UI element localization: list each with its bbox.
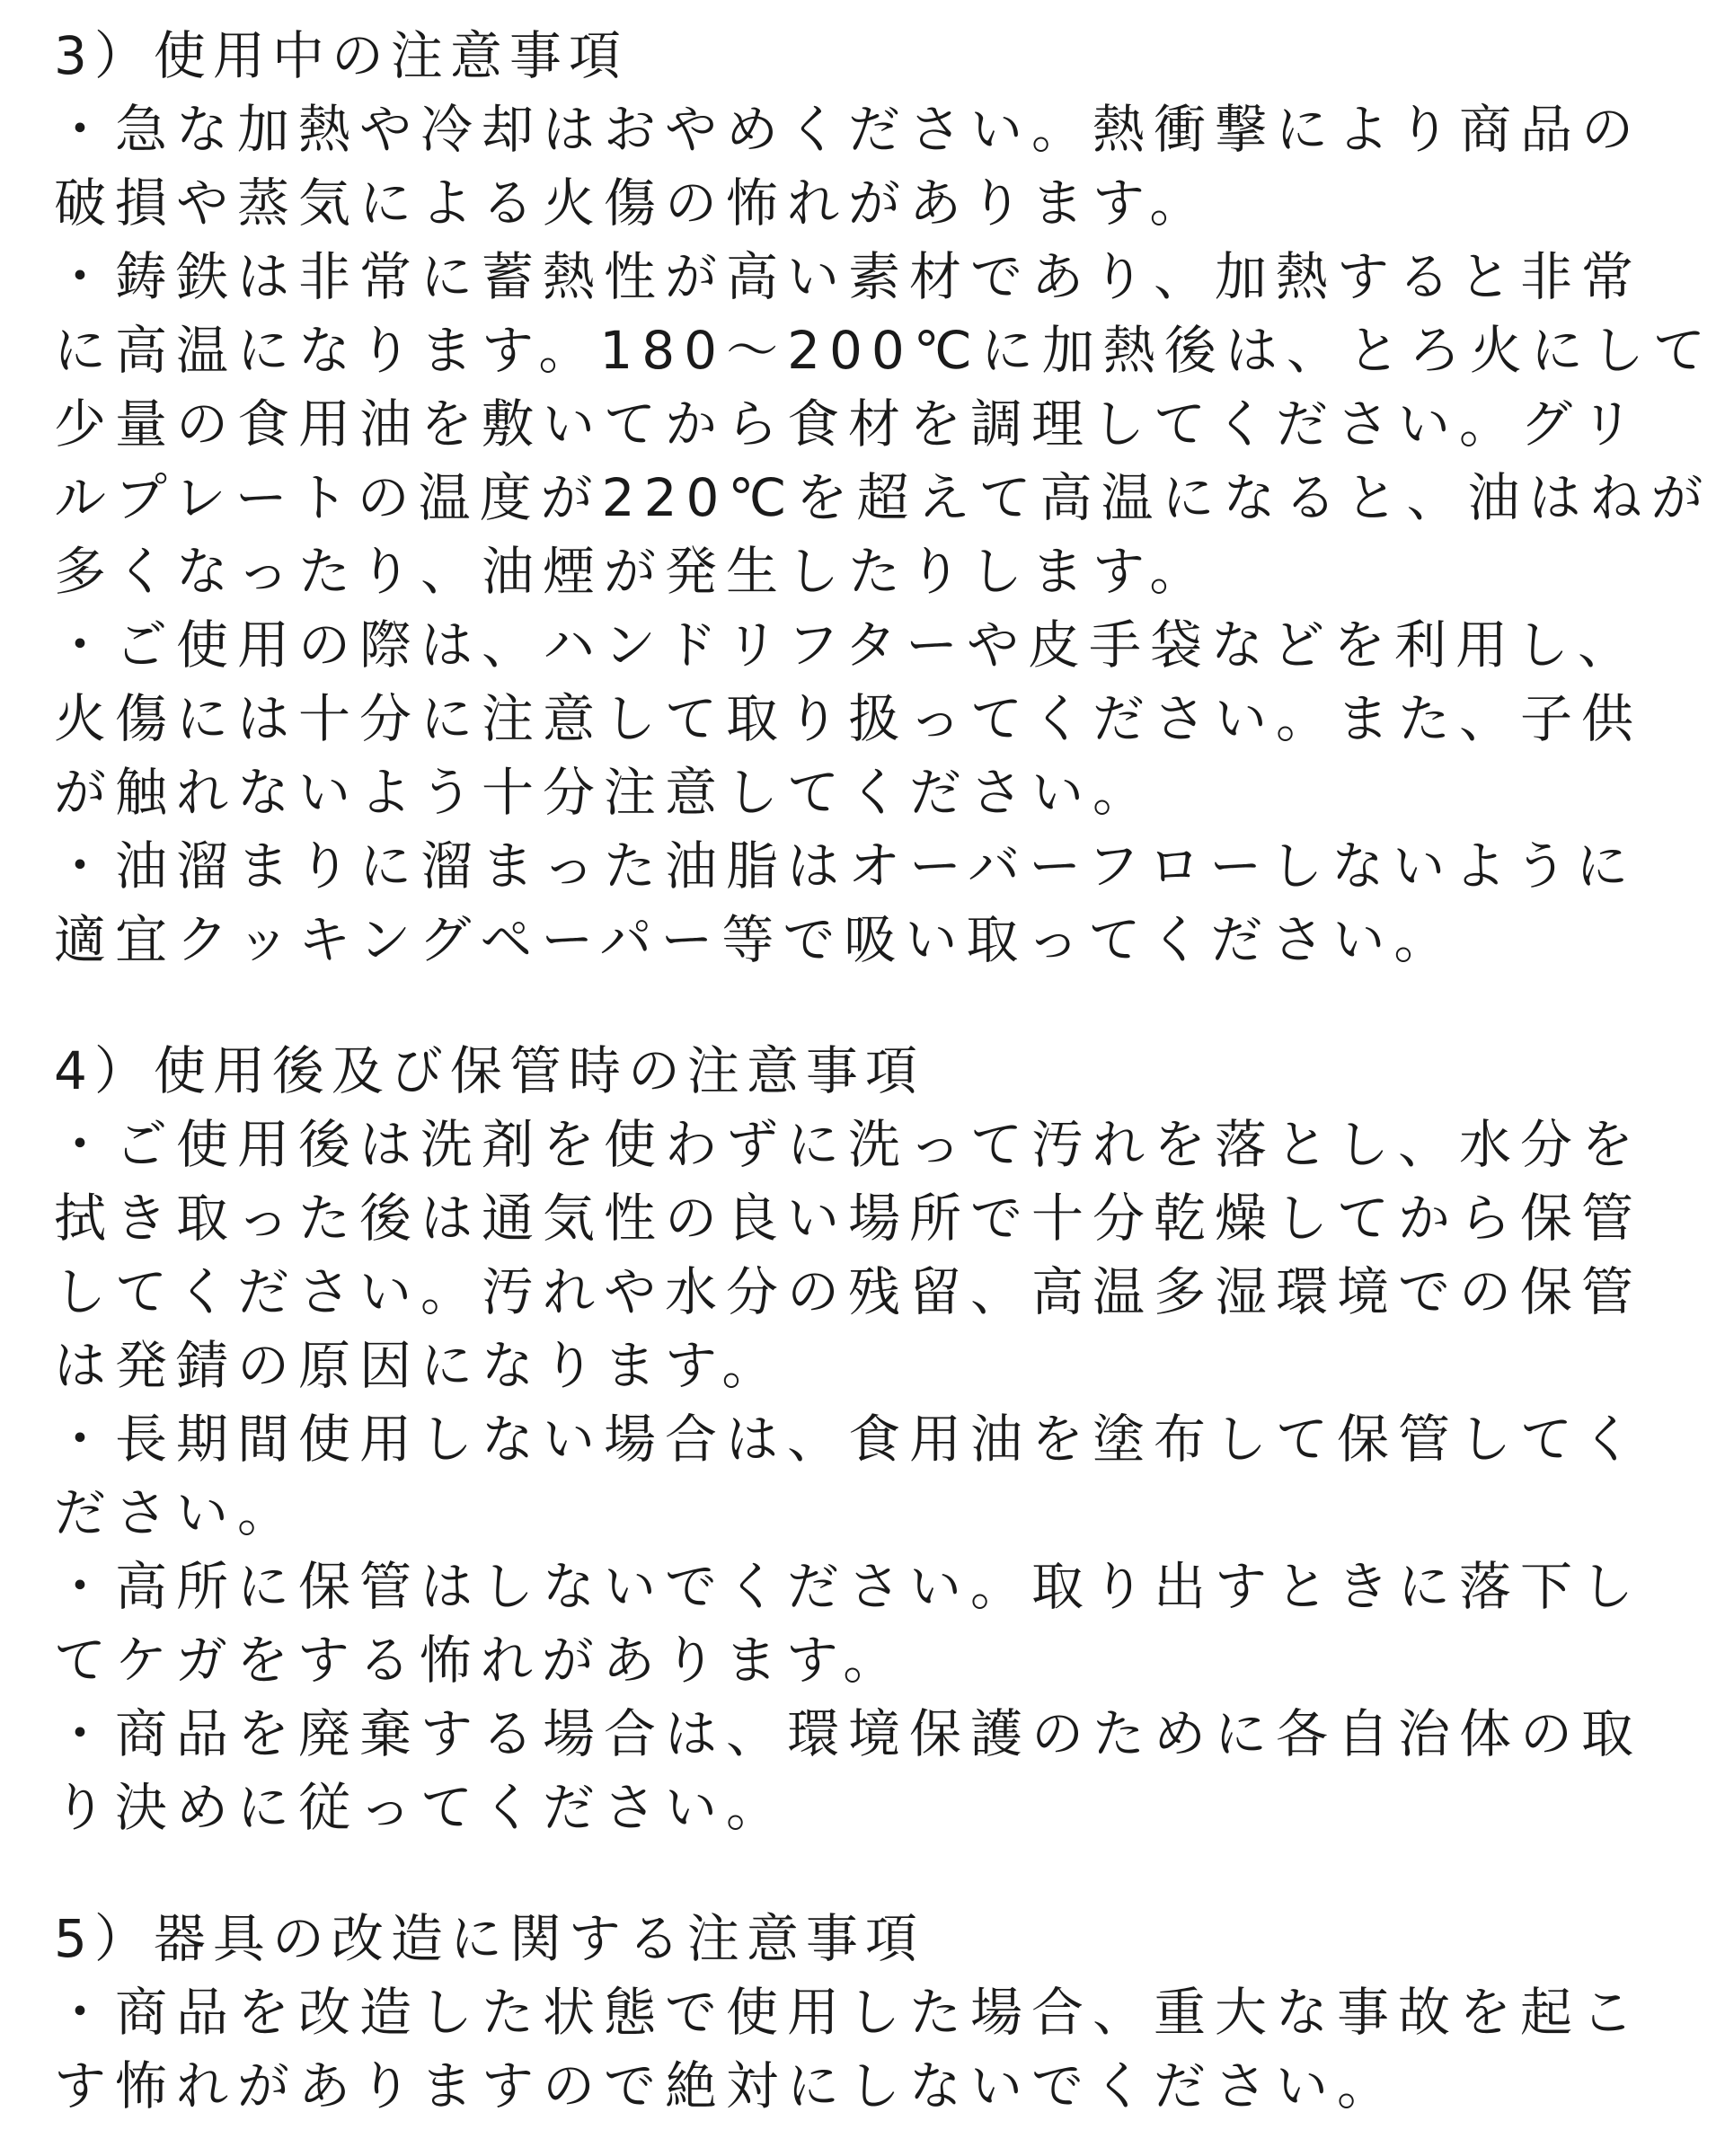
text-line: ださい。 <box>54 1482 299 1543</box>
text-line: ・商品を改造した状態で使用した場合、重大な事故を起こ <box>54 1982 1643 2043</box>
section-heading: 5）器具の改造に関する注意事項 <box>54 1908 924 1969</box>
text-line: 火傷には十分に注意して取り扱ってください。また、子供 <box>54 688 1643 749</box>
section-heading: 3）使用中の注意事項 <box>54 25 628 86</box>
text-line: 適宜クッキングペーパー等で吸い取ってください。 <box>54 909 1455 970</box>
text-line: が触れないよう十分注意してください。 <box>54 762 1154 823</box>
text-line: 多くなったり、油煙が発生したりします。 <box>54 541 1211 602</box>
text-line: してください。汚れや水分の残留、高温多湿環境での保管 <box>54 1261 1643 1322</box>
text-line: 破損や蒸気による火傷の怖れがあります。 <box>54 172 1211 234</box>
text-line: す怖れがありますので絶対にしないでください。 <box>54 2055 1399 2116</box>
text-line: ・油溜まりに溜まった油脂はオーバーフローしないように <box>54 835 1638 897</box>
text-line: ・商品を廃棄する場合は、環境保護のために各自治体の取 <box>54 1703 1643 1764</box>
text-line: ルプレートの温度が220℃を超えて高温になると、油はねが <box>54 467 1712 528</box>
text-line: 拭き取った後は通気性の良い場所で十分乾燥してから保管 <box>54 1188 1643 1249</box>
text-line: ・高所に保管はしないでください。取り出すときに落下し <box>54 1556 1643 1617</box>
text-line: ・急な加熱や冷却はおやめください。熱衝撃により商品の <box>54 99 1643 160</box>
text-line: 少量の食用油を敷いてから食材を調理してください。グリ <box>54 393 1643 455</box>
section-heading: 4）使用後及び保管時の注意事項 <box>54 1040 924 1101</box>
text-line: ・ご使用後は洗剤を使わずに洗って汚れを落とし、水分を <box>54 1114 1643 1175</box>
text-line: は発錆の原因になります。 <box>54 1335 783 1396</box>
text-line: ・長期間使用しない場合は、食用油を塗布して保管してく <box>54 1409 1643 1470</box>
text-line: てケガをする怖れがあります。 <box>54 1630 905 1691</box>
text-line: ・ご使用の際は、ハンドリフターや皮手袋などを利用し、 <box>54 614 1639 676</box>
text-line: ・鋳鉄は非常に蓄熱性が高い素材であり、加熱すると非常 <box>54 246 1643 307</box>
text-line: り決めに従ってください。 <box>54 1777 788 1838</box>
text-line: に高温になります。180～200℃に加熱後は、とろ火にして <box>54 320 1714 381</box>
